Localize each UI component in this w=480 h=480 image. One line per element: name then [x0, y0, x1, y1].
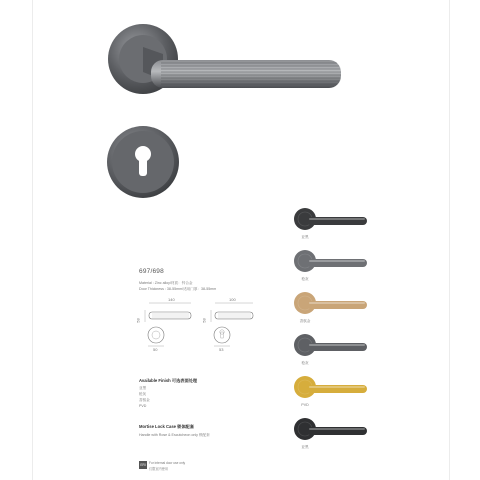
finish-item: 亚黑 — [139, 386, 147, 390]
footer-line-1: For internal door use only — [149, 461, 186, 465]
dimension-drawing-right — [205, 298, 261, 356]
material-spec: Material : Zinc alloy/材质：锌合金 — [139, 281, 193, 285]
finish-swatch-label: 亚黑 — [301, 235, 309, 239]
finish-item: 枪灰 — [139, 392, 147, 396]
finish-swatch-handle — [291, 289, 371, 319]
escutcheon-image — [105, 124, 181, 200]
footer-line-2: 仅限室内使用 — [149, 467, 169, 471]
main-handle-image — [103, 22, 353, 122]
swatch-lever-highlight — [309, 260, 365, 262]
dim-left-rose: 50 — [153, 347, 158, 352]
dim-right-width: 100 — [229, 297, 236, 302]
swatch-lever-highlight — [309, 386, 365, 388]
finish-swatch-handle — [291, 205, 371, 235]
finish-swatch-label: 枪灰 — [301, 277, 309, 281]
dim-left-width: 140 — [168, 297, 175, 302]
finish-item: 香槟金 — [139, 398, 150, 402]
finish-swatch-label: 香槟金 — [299, 319, 311, 323]
lock-case-title: Mortise Lock Case 锁体配套 — [139, 424, 194, 429]
door-thickness-spec: Door Thickness : 38-55mm/适用门厚：38-55mm — [139, 287, 217, 291]
lock-case-text: Handle with Rose & Escutcheon only 锁配套 — [139, 433, 210, 437]
model-number: 697/698 — [139, 268, 164, 275]
swatch-lever-highlight — [309, 428, 365, 430]
dim-left-height: 58 — [135, 318, 141, 323]
dim-right-height: 58 — [201, 318, 207, 323]
finishes-title: Available Finish 可选表面处理 — [139, 378, 198, 383]
finish-swatch-label: 枪灰 — [301, 361, 309, 365]
swatch-lever-highlight — [309, 302, 365, 304]
catalog-page — [32, 0, 450, 480]
swatch-lever-highlight — [309, 344, 365, 346]
dim-right-rose: 53 — [219, 347, 224, 352]
finish-swatch-label: 亚黑 — [301, 445, 309, 449]
finish-swatch-handle — [291, 415, 371, 445]
dimension-drawing-left — [139, 298, 195, 356]
finish-item: PVD — [139, 404, 147, 408]
finish-swatch-label: PVD — [301, 403, 309, 407]
footer-badge: ERI — [140, 463, 146, 467]
swatch-lever-highlight — [309, 218, 365, 220]
finish-swatch-handle — [291, 331, 371, 361]
finish-swatch-handle — [291, 373, 371, 403]
finish-swatch-handle — [291, 247, 371, 277]
